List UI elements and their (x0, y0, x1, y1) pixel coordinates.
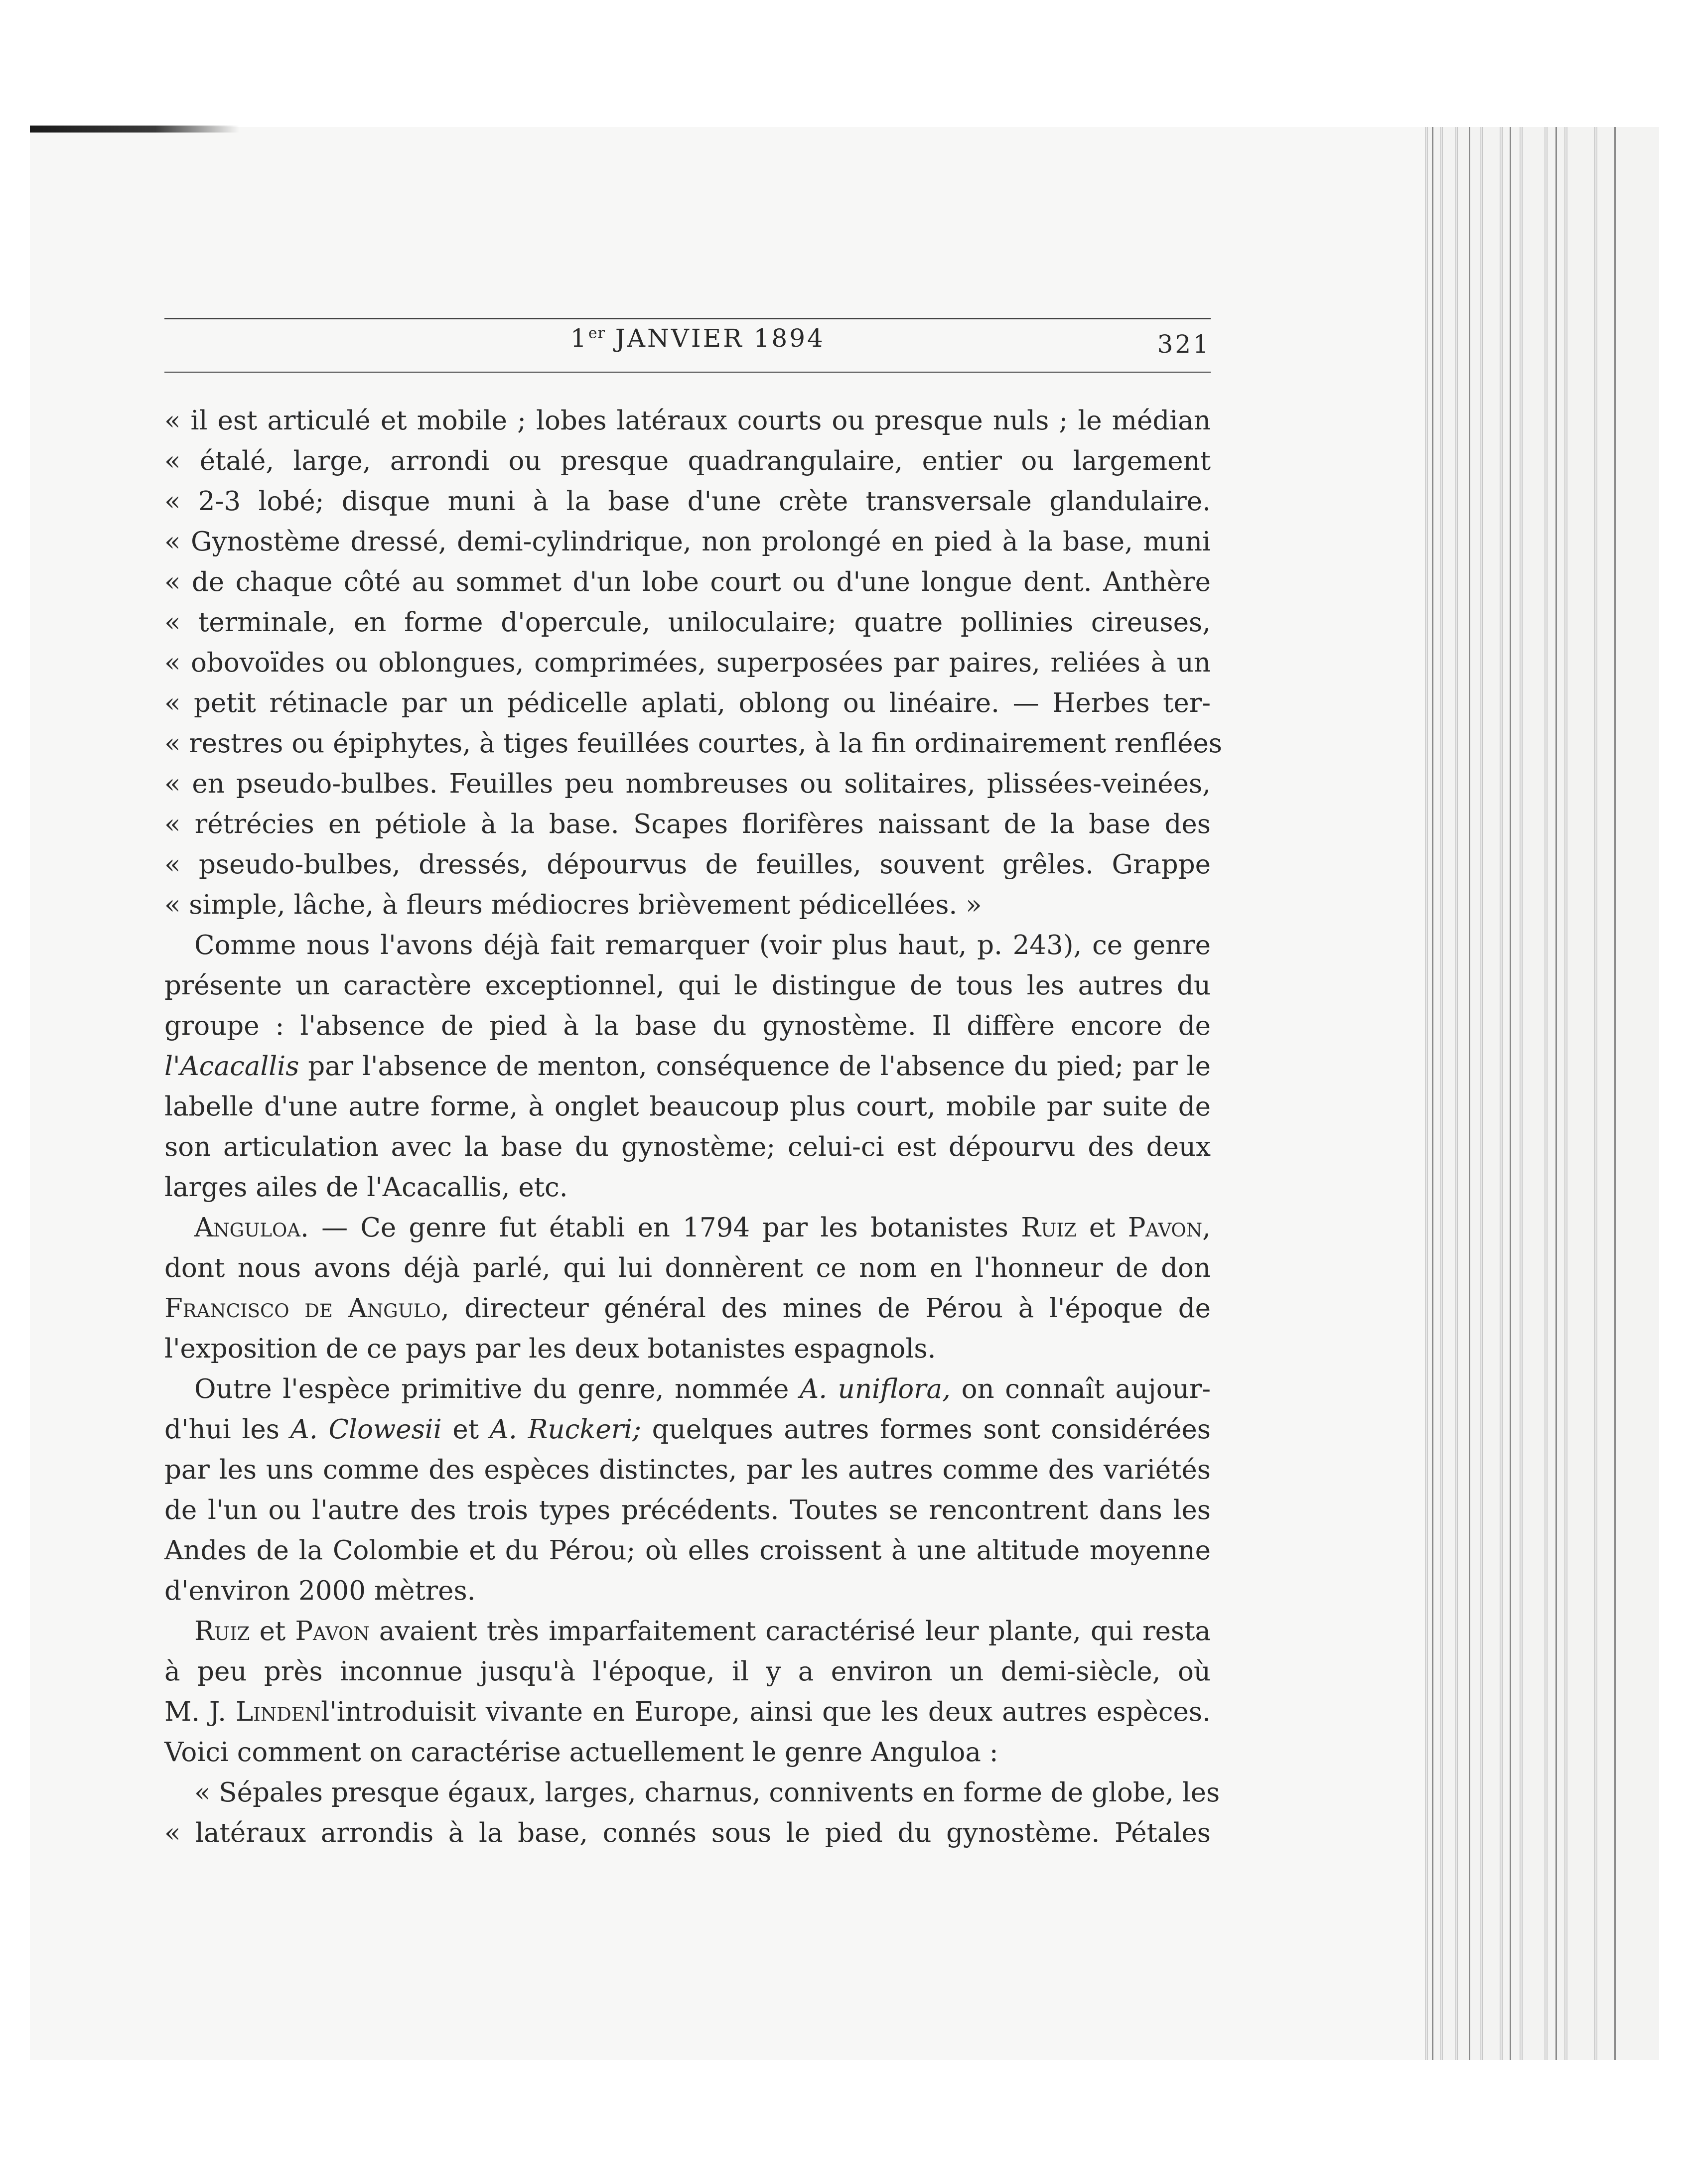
text-line: Outre l'espèce primitive du genre, nommée A. uniflora, on connaît aujour- (194, 1374, 1211, 1404)
text-line: « étalé, large, arrondi ou presque quadrangulaire, entier ou largement (164, 446, 1211, 476)
text-line: groupe : l'absence de pied à la base du gynostème. Il diffère encore de (164, 1011, 1211, 1041)
text-line: « obovoïdes ou oblongues, comprimées, superposées par paires, reliées à un (164, 648, 1211, 678)
text-line: labelle d'une autre forme, à onglet beaucoup plus court, mobile par suite de (164, 1092, 1211, 1122)
page-edges (1425, 127, 1659, 2060)
text-line: Comme nous l'avons déjà fait remarquer (voir plus haut, p. 243), ce genre (194, 930, 1211, 960)
text-line: Andes de la Colombie et du Pérou; où elles croissent à une altitude moyenne (164, 1535, 1211, 1566)
text-line: l'Acacallis par l'absence de menton, conséquence de l'absence du pied; par le (164, 1051, 1211, 1082)
text-line: d'environ 2000 mètres. (164, 1576, 476, 1606)
text-line: « latéraux arrondis à la base, connés sous le pied du gynostème. Pétales (164, 1818, 1211, 1848)
text-line: larges ailes de l'Acacallis, etc. (164, 1172, 568, 1203)
text-line: de l'un ou l'autre des trois types précédents. Toutes se rencontrent dans les (164, 1495, 1211, 1525)
text-line: d'hui les A. Clowesii et A. Ruckeri; quelques autres formes sont considérées (164, 1414, 1211, 1445)
text-line: « de chaque côté au sommet d'un lobe court ou d'une longue dent. Anthère (164, 567, 1211, 597)
text-line: Francisco de Angulo, directeur général des mines de Pérou à l'époque de (164, 1293, 1211, 1324)
text-line: « simple, lâche, à fleurs médiocres brièvement pédicellées. » (164, 890, 982, 920)
text-line: « restres ou épiphytes, à tiges feuillées courtes, à la fin ordinairement renflées (164, 728, 1223, 759)
text-line: présente un caractère exceptionnel, qui le distingue de tous les autres du (164, 970, 1211, 1001)
text-line: « petit rétinacle par un pédicelle aplati, oblong ou linéaire. — Herbes ter- (164, 688, 1211, 718)
header-date: 1er JANVIER 1894 (570, 324, 825, 353)
text-line: « terminale, en forme d'opercule, uniloculaire; quatre pollinies cireuses, (164, 607, 1211, 638)
text-line: par les uns comme des espèces distinctes, par les autres comme des variétés (164, 1455, 1211, 1485)
text-line: « 2-3 lobé; disque muni à la base d'une crète transversale glandulaire. (164, 486, 1211, 517)
genus-acacallis: l'Acacallis (164, 1051, 299, 1082)
page-number: 321 (1157, 330, 1211, 359)
header-rule-bottom (164, 372, 1211, 373)
scan-edge-shadow (30, 126, 239, 133)
text-line: l'exposition de ce pays par les deux botanistes espagnols. (164, 1334, 936, 1364)
text-line: Ruiz et Pavon avaient très imparfaitement caractérisé leur plante, qui resta (194, 1616, 1211, 1646)
text-line: « pseudo-bulbes, dressés, dépourvus de feuilles, souvent grêles. Grappe (164, 849, 1211, 880)
text-line: « il est articulé et mobile ; lobes latéraux courts ou presque nuls ; le médian (164, 406, 1211, 436)
text-line: son articulation avec la base du gynostème; celui-ci est dépourvu des deux (164, 1132, 1211, 1162)
text-line: « Gynostème dressé, demi-cylindrique, non prolongé en pied à la base, muni (164, 527, 1211, 557)
genus-anguloa-heading: Anguloa. (194, 1213, 309, 1243)
text-line: à peu près inconnue jusqu'à l'époque, il y a environ un demi-siècle, où (164, 1656, 1211, 1687)
text-line: « rétrécies en pétiole à la base. Scapes florifères naissant de la base des (164, 809, 1211, 839)
person-name: Francisco de Angulo, (164, 1293, 449, 1324)
text-line: Voici comment on caractérise actuellement le genre Anguloa : (164, 1737, 998, 1768)
header-rule-top (164, 318, 1211, 319)
text-line: M. J. Lindenl'introduisit vivante en Europe, ainsi que les deux autres espèces. (164, 1697, 1211, 1727)
text-line: Anguloa. — Ce genre fut établi en 1794 par les botanistes Ruiz et Pavon, (194, 1213, 1211, 1243)
text-line: « en pseudo-bulbes. Feuilles peu nombreuses ou solitaires, plissées-veinées, (164, 769, 1211, 799)
text-line: dont nous avons déjà parlé, qui lui donnèrent ce nom en l'honneur de don (164, 1253, 1211, 1283)
text-line: « Sépales presque égaux, larges, charnus, connivents en forme de globe, les (194, 1777, 1220, 1808)
